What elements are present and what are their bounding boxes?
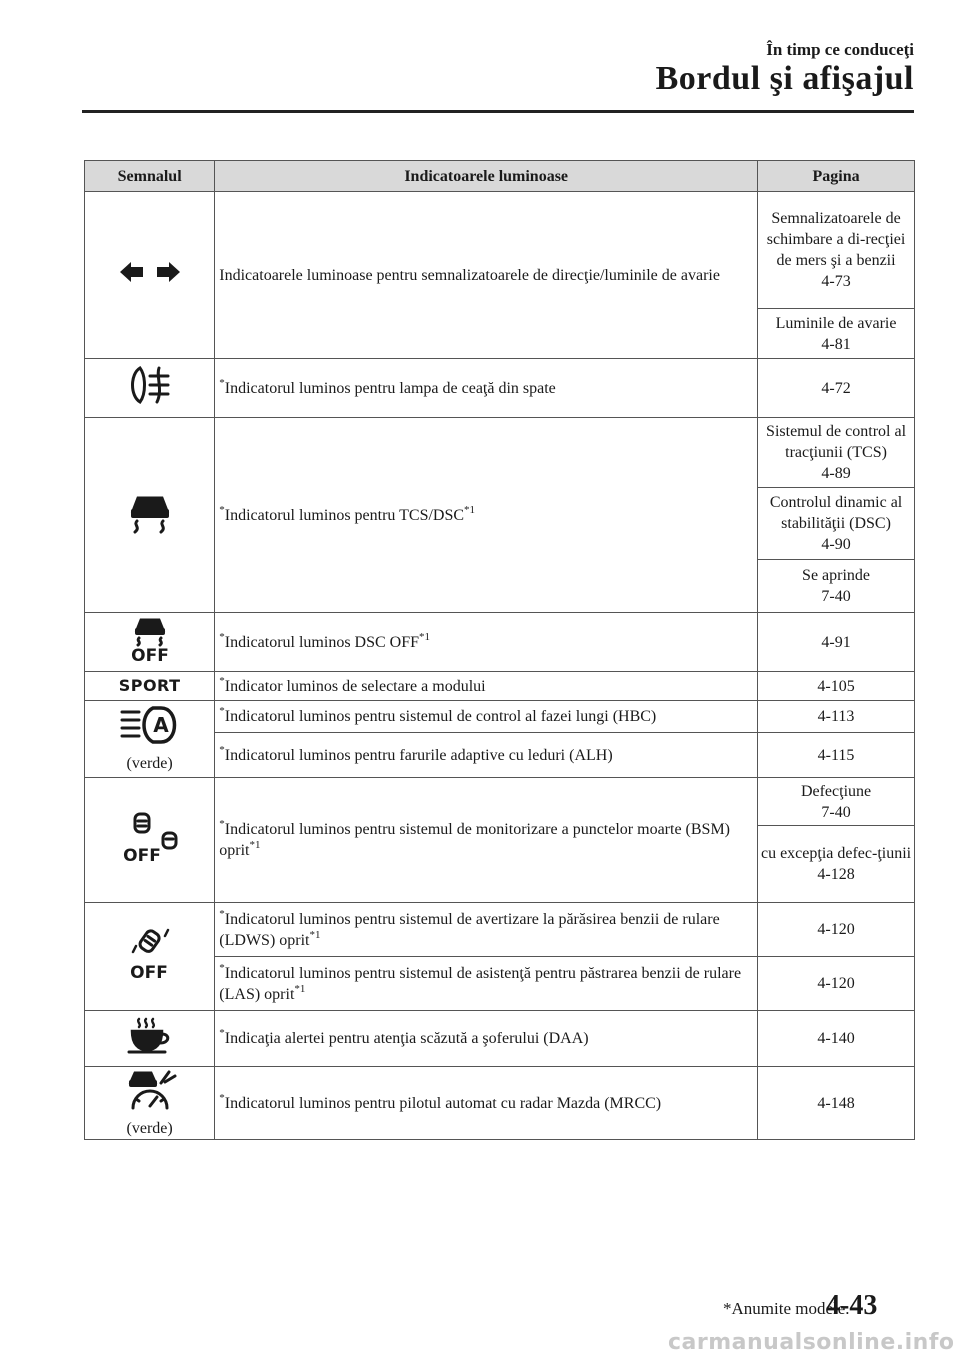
signal-cell — [85, 1011, 215, 1067]
page-label: cu excepţia defec-ţiunii — [760, 845, 912, 862]
watermark: carmanualsonline.info — [668, 1330, 955, 1355]
indicator-text: Indicatorul luminos pentru farurile adaptive cu leduri (ALH) — [224, 746, 613, 764]
indicator-description — [215, 1067, 758, 1140]
table-row — [85, 778, 915, 826]
tcs-dsc-skid-car-icon — [127, 489, 173, 535]
page-number: 4-105 — [758, 672, 915, 701]
indicator-description — [215, 1011, 758, 1067]
table-row — [85, 613, 915, 672]
indicator-description — [215, 613, 758, 672]
page-number-footer: 4-43 — [826, 1290, 878, 1321]
indicator-text: Indicatorul luminos pentru sistemul de monitorizare a punctelor moarte (BSM) oprit — [219, 821, 730, 859]
signal-cell — [85, 1067, 215, 1140]
page-number: 4-140 — [758, 1011, 915, 1067]
page-number: 4-128 — [817, 866, 855, 883]
page-number: 4-120 — [758, 957, 915, 1011]
page-number: 4-81 — [821, 335, 851, 353]
signal-cell — [85, 903, 215, 1011]
indicator-description — [215, 672, 758, 701]
indicator-text: Indicator luminos de selectare a modului — [224, 677, 486, 695]
turn-signal-arrows-icon — [118, 260, 182, 284]
asterisk-mark: * — [219, 961, 225, 974]
page-reference — [758, 488, 915, 560]
page-number: 4-120 — [758, 903, 915, 957]
coffee-cup-icon — [125, 1016, 175, 1056]
table-row — [85, 903, 915, 957]
page-number: 7-40 — [821, 588, 851, 605]
icon-off-label: OFF — [130, 646, 169, 663]
svg-text:A: A — [152, 712, 169, 737]
asterisk-mark: * — [219, 743, 225, 756]
color-caption: (verde) — [126, 1119, 173, 1137]
signal-cell — [85, 672, 215, 701]
signal-cell — [85, 192, 215, 359]
icon-off-label: OFF — [129, 962, 168, 980]
table-row — [85, 359, 915, 418]
page-label: Se aprinde — [802, 567, 871, 584]
page-reference — [758, 560, 915, 613]
page-label: Defecţiune — [800, 782, 872, 800]
page-label: Semnalizatoarele de schimbare a di-recţiei de mers şi a benzii — [766, 210, 906, 269]
indicator-description — [215, 778, 758, 903]
indicator-text: Indicatorul luminos pentru sistemul de asistenţă pentru păstrarea benzii de rulare (LAS) oprit — [219, 964, 742, 1003]
indicator-description: Indicatoarele luminoase pentru semnalizatoarele de direcţie/luminile de avarie — [215, 192, 758, 359]
page-number: 4-90 — [821, 536, 851, 553]
indicator-text: Indicatorul luminos pentru TCS/DSC — [224, 506, 465, 524]
section-title: Bordul şi afişajul — [655, 60, 914, 97]
indicator-description — [215, 418, 758, 613]
page-label: Controlul dinamic al stabilităţii (DSC) — [769, 494, 903, 532]
asterisk-mark: * — [219, 1091, 225, 1104]
asterisk-mark: * — [219, 818, 225, 830]
color-caption: (verde) — [126, 754, 173, 772]
table-row — [85, 1011, 915, 1067]
column-header-signal: Semnalul — [85, 161, 215, 192]
page-reference — [758, 309, 915, 359]
table-row — [85, 192, 915, 309]
table-row — [85, 1067, 915, 1140]
footnote-mark: *1 — [309, 928, 321, 941]
auto-high-beam-icon — [119, 705, 181, 745]
table-header-row — [85, 161, 915, 192]
page-number: 4-89 — [821, 465, 851, 482]
page-number: 4-73 — [821, 273, 851, 290]
bsm-off-icon — [120, 811, 180, 863]
page-number: 7-40 — [821, 803, 851, 821]
asterisk-mark: * — [219, 705, 225, 717]
table-row — [85, 418, 915, 488]
indicator-text: Indicatorul luminos pentru pilotul automat cu radar Mazda (MRCC) — [224, 1094, 662, 1112]
signal-cell — [85, 778, 215, 903]
signal-cell — [85, 418, 215, 613]
signal-cell — [85, 613, 215, 672]
indicator-text: Indicatorul luminos DSC OFF — [224, 633, 420, 651]
warning-lights-table — [84, 160, 915, 1140]
page-reference — [758, 778, 915, 826]
indicator-description — [215, 957, 758, 1011]
asterisk-mark: * — [219, 907, 225, 920]
signal-cell — [85, 701, 215, 778]
footnote-mark: *1 — [294, 982, 306, 995]
indicator-text: Indicatorul luminos pentru sistemul de control al fazei lungi (HBC) — [224, 708, 657, 725]
page-label: Sistemul de control al tracţiunii (TCS) — [766, 423, 907, 461]
footnote-mark: *1 — [249, 839, 261, 851]
asterisk-mark: * — [219, 1027, 225, 1039]
footnote-mark: *1 — [464, 503, 476, 516]
column-header-indicator: Indicatoarele luminoase — [215, 161, 758, 192]
page-number: 4-72 — [758, 359, 915, 418]
asterisk-mark: * — [219, 630, 225, 643]
asterisk-mark: * — [219, 503, 225, 516]
page-number: 4-91 — [758, 613, 915, 672]
page-number: 4-113 — [758, 701, 915, 733]
sport-mode-indicator: SPORT — [118, 676, 181, 695]
page-reference — [758, 826, 915, 903]
page-number: 4-115 — [758, 733, 915, 778]
column-header-page: Pagina — [758, 161, 915, 192]
asterisk-mark: * — [219, 376, 225, 389]
indicator-description — [215, 903, 758, 957]
indicator-description — [215, 733, 758, 778]
table-row — [85, 672, 915, 701]
page-reference — [758, 192, 915, 309]
indicator-text: Indicatorul luminos pentru sistemul de avertizare la părăsirea benzii de rulare (LDWS) oprit — [219, 910, 720, 949]
page-number: 4-148 — [758, 1067, 915, 1140]
dsc-off-icon — [123, 615, 177, 663]
table-row — [85, 701, 915, 733]
footnote-mark: *1 — [419, 630, 431, 643]
indicator-description — [215, 359, 758, 418]
radar-cruise-icon — [121, 1068, 179, 1110]
rear-fog-lamp-icon — [126, 364, 174, 406]
indicator-text: Indicatorul luminos pentru lampa de ceaţă din spate — [224, 379, 556, 397]
header-divider — [82, 110, 914, 113]
asterisk-mark: * — [219, 674, 225, 687]
indicator-description — [215, 701, 758, 733]
lane-departure-off-icon — [123, 928, 177, 980]
icon-off-label: OFF — [122, 846, 161, 863]
footnote: *Anumite modele. — [723, 1299, 850, 1318]
signal-cell — [85, 359, 215, 418]
section-subtitle: În timp ce conduceţi — [766, 40, 914, 59]
indicator-text: Indicaţia alertei pentru atenţia scăzută a şoferului (DAA) — [224, 1030, 589, 1047]
page-label: Luminile de avarie — [775, 314, 897, 332]
page-reference — [758, 418, 915, 488]
